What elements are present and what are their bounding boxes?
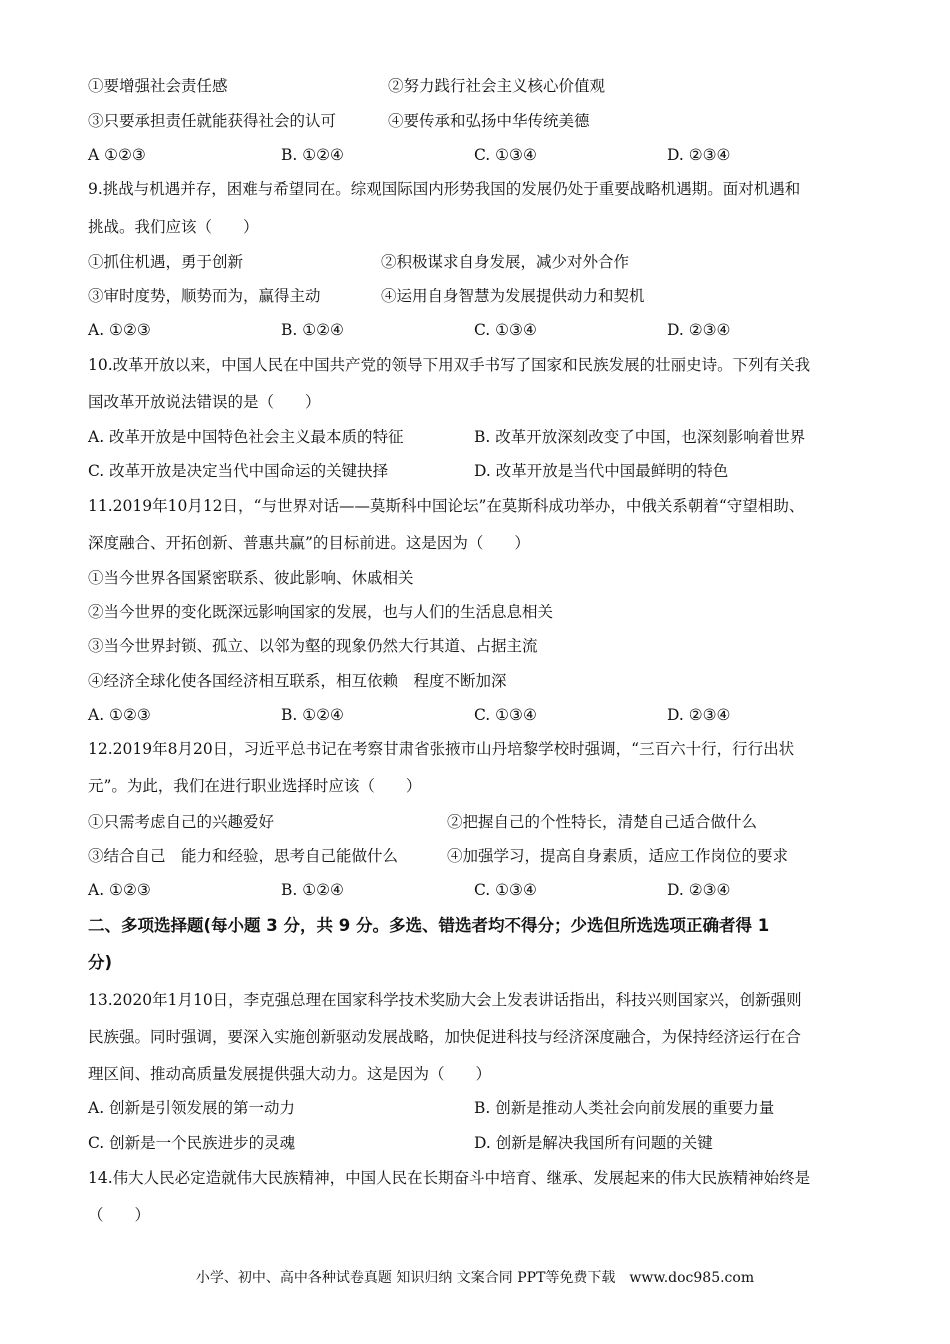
q8-item-2: ②努力践行社会主义核心价值观 <box>388 77 606 95</box>
q13-option-d: D. 创新是解决我国所有问题的关键 <box>474 1134 713 1152</box>
q9-option-c: C. ①③④ <box>474 321 537 339</box>
q11-item-3: ③当今世界封锁、孤立、以邻为壑的现象仍然大行其道、占据主流 <box>88 637 538 655</box>
q12-item-3: ③结合自己 能力和经验，思考自己能做什么 <box>88 847 399 865</box>
q12-option-d: D. ②③④ <box>667 881 731 899</box>
q11-option-d: D. ②③④ <box>667 706 731 724</box>
q11-stem-line-2: 深度融合、开拓创新、普惠共赢”的目标前进。这是因为（ ） <box>88 534 530 552</box>
q12-stem-line-2: 元”。为此，我们在进行职业选择时应该（ ） <box>88 777 422 795</box>
q8-option-d: D. ②③④ <box>667 146 731 164</box>
section-2-heading-line-1: 二、多项选择题(每小题 3 分，共 9 分。多选、错选者均不得分；少选但所选选项正确者得 1 <box>88 916 770 935</box>
q11-item-1: ①当今世界各国紧密联系、彼此影响、休戚相关 <box>88 569 414 587</box>
q14-stem-line-1: 14.伟大人民必定造就伟大民族精神，中国人民在长期奋斗中培育、继承、发展起来的伟大民族精神始终是 <box>88 1169 811 1187</box>
q13-option-c: C. 创新是一个民族进步的灵魂 <box>88 1134 296 1152</box>
q12-option-a: A. ①②③ <box>88 881 151 899</box>
q13-option-b: B. 创新是推动人类社会向前发展的重要力量 <box>474 1099 775 1117</box>
q13-stem-line-3: 理区间、推动高质量发展提供强大动力。这是因为（ ） <box>88 1065 492 1083</box>
q8-item-3: ③只要承担责任就能获得社会的认可 <box>88 112 337 130</box>
q8-option-b: B. ①②④ <box>281 146 344 164</box>
q11-item-4: ④经济全球化使各国经济相互联系，相互依赖 程度不断加深 <box>88 672 507 690</box>
q11-option-b: B. ①②④ <box>281 706 344 724</box>
q12-option-b: B. ①②④ <box>281 881 344 899</box>
q9-item-2: ②积极谋求自身发展，减少对外合作 <box>381 253 630 271</box>
q10-option-c: C. 改革开放是决定当代中国命运的关键抉择 <box>88 462 389 480</box>
section-2-heading-line-2: 分) <box>88 953 113 972</box>
q9-item-4: ④运用自身智慧为发展提供动力和契机 <box>381 287 645 305</box>
q9-option-a: A. ①②③ <box>88 321 151 339</box>
q13-stem-line-1: 13.2020年1月10日，李克强总理在国家科学技术奖励大会上发表讲话指出，科技兴则国家兴，创新强则 <box>88 991 802 1009</box>
q12-item-4: ④加强学习，提高自身素质，适应工作岗位的要求 <box>447 847 789 865</box>
q11-item-2: ②当今世界的变化既深远影响国家的发展，也与人们的生活息息相关 <box>88 603 554 621</box>
q8-option-c: C. ①③④ <box>474 146 537 164</box>
q8-item-4: ④要传承和弘扬中华传统美德 <box>388 112 590 130</box>
q10-option-a: A. 改革开放是中国特色社会主义最本质的特征 <box>88 428 404 446</box>
q12-option-c: C. ①③④ <box>474 881 537 899</box>
q13-option-a: A. 创新是引领发展的第一动力 <box>88 1099 296 1117</box>
q9-stem-line-2: 挑战。我们应该（ ） <box>88 218 259 236</box>
q8-item-1: ①要增强社会责任感 <box>88 77 228 95</box>
q12-item-2: ②把握自己的个性特长，清楚自己适合做什么 <box>447 813 758 831</box>
q8-option-a: A ①②③ <box>88 146 146 164</box>
q10-option-d: D. 改革开放是当代中国最鲜明的特色 <box>474 462 729 480</box>
q9-option-b: B. ①②④ <box>281 321 344 339</box>
q10-stem-line-2: 国改革开放说法错误的是（ ） <box>88 393 321 411</box>
q11-option-a: A. ①②③ <box>88 706 151 724</box>
q9-item-3: ③审时度势，顺势而为，赢得主动 <box>88 287 321 305</box>
q11-option-c: C. ①③④ <box>474 706 537 724</box>
q10-option-b: B. 改革开放深刻改变了中国，也深刻影响着世界 <box>474 428 806 446</box>
q11-stem-line-1: 11.2019年10月12日，“与世界对话——莫斯科中国论坛”在莫斯科成功举办，中俄关系朝着“守望相助、 <box>88 497 805 515</box>
q13-stem-line-2: 民族强。同时强调，要深入实施创新驱动发展战略，加快促进科技与经济深度融合，为保持经济运行在合 <box>88 1028 802 1046</box>
q9-item-1: ①抓住机遇，勇于创新 <box>88 253 244 271</box>
q14-stem-line-2: （ ） <box>88 1206 151 1224</box>
page-footer: 小学、初中、高中各种试卷真题 知识归纳 文案合同 PPT等免费下载 www.doc985.com <box>195 1270 755 1286</box>
q9-stem-line-1: 9.挑战与机遇并存，困难与希望同在。综观国际国内形势我国的发展仍处于重要战略机遇期。面对机遇和 <box>88 180 801 198</box>
q12-stem-line-1: 12.2019年8月20日，习近平总书记在考察甘肃省张掖市山丹培黎学校时强调，“三百六十行，行行出状 <box>88 740 795 758</box>
q10-stem-line-1: 10.改革开放以来，中国人民在中国共产党的领导下用双手书写了国家和民族发展的壮丽史诗。下列有关我 <box>88 356 811 374</box>
q12-item-1: ①只需考虑自己的兴趣爱好 <box>88 813 275 831</box>
q9-option-d: D. ②③④ <box>667 321 731 339</box>
